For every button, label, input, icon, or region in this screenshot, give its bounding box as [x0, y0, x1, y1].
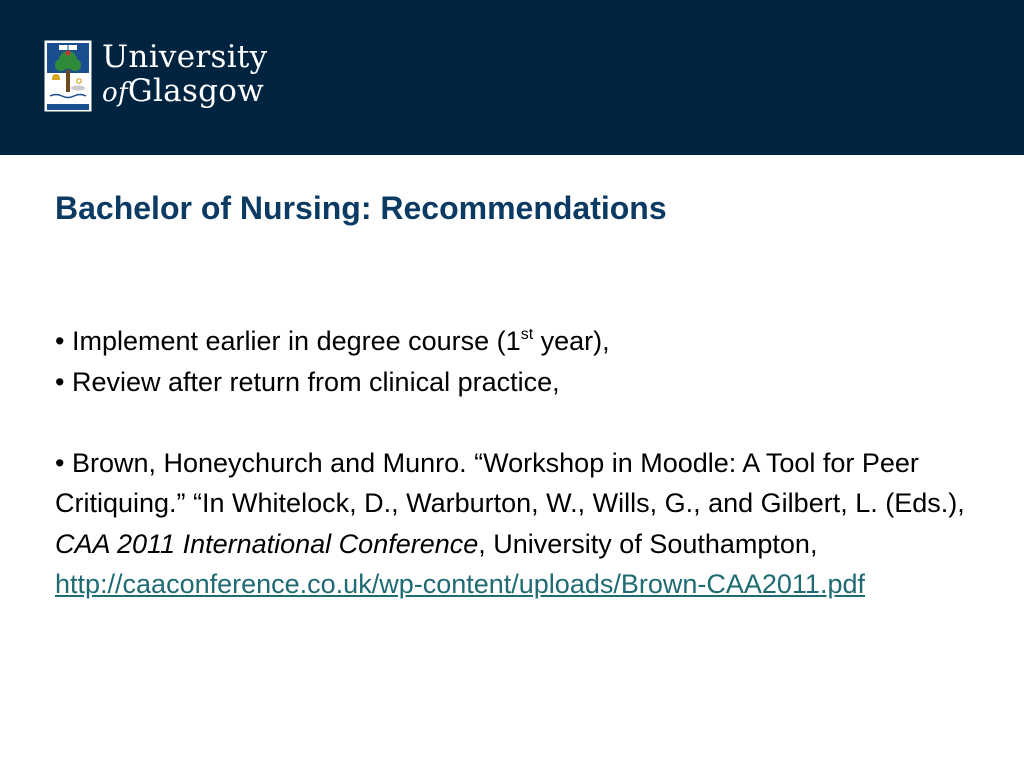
slide-body	[55, 321, 995, 605]
reference-text-publisher: , University of Southampton,	[478, 528, 818, 559]
reference-conference-title: CAA 2011 International Conference	[55, 528, 479, 559]
bullet-superscript: st	[520, 326, 534, 343]
university-wordmark	[102, 40, 267, 110]
wordmark-university: University	[102, 39, 268, 75]
bullet-marker: •	[55, 447, 65, 478]
wordmark-line2	[102, 74, 267, 110]
slide-title: Bachelor of Nursing: Recommendations	[55, 190, 667, 226]
university-logo[interactable]	[44, 40, 274, 115]
reference-link[interactable]: http://caaconference.co.uk/wp-content/uploads/Brown-CAA2011.pdf	[55, 569, 865, 599]
bullet-marker: •	[55, 326, 65, 356]
bullet-item	[55, 362, 995, 403]
university-crest-icon	[44, 40, 92, 112]
spacer	[55, 402, 995, 443]
reference-item	[55, 443, 995, 605]
wordmark-glasgow: Glasgow	[127, 73, 265, 109]
bullet-item	[55, 321, 995, 362]
bullet-text: Review after return from clinical practice,	[71, 366, 560, 397]
bullet-text-end: year),	[533, 326, 610, 356]
wordmark-of: of	[102, 78, 128, 108]
bullet-text: Implement earlier in degree course (1	[71, 326, 521, 356]
reference-text: Brown, Honeychurch and Munro. “Workshop in Moodle: A Tool for Peer Critiquing.” “In Whitelock, D., Warburton, W., Wills, G., and Gilbert, L. (Eds.),	[55, 447, 965, 518]
header-band	[0, 0, 1024, 155]
bullet-marker: •	[55, 366, 65, 397]
